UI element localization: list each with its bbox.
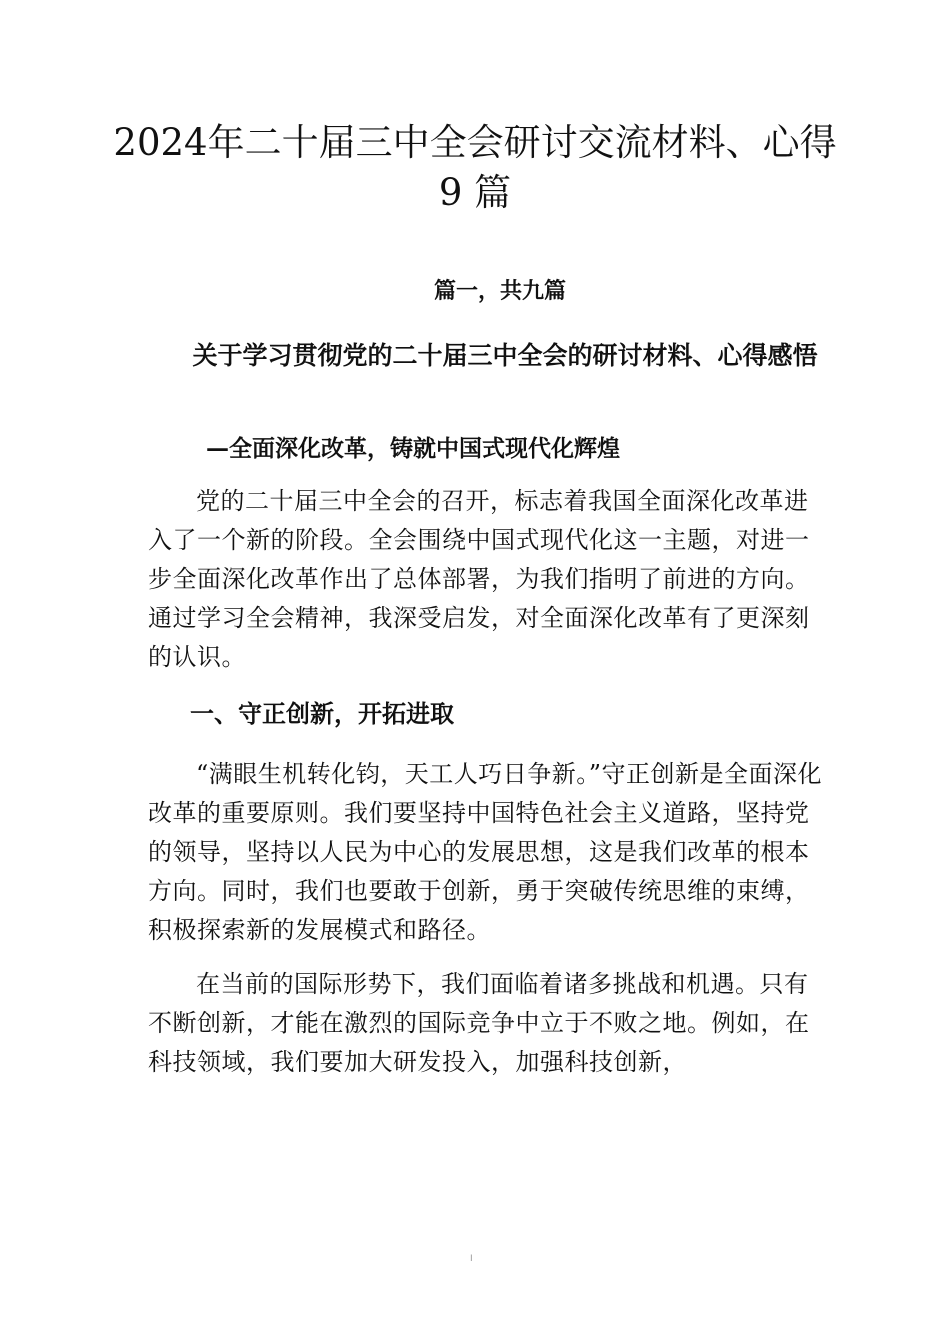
paragraph-international: 在当前的国际形势下，我们面临着诸多挑战和机遇。只有不断创新，才能在激烈的国际竞争中立于不败之地。例如，在科技领域，我们要加大研发投入，加强科技创新， bbox=[148, 970, 810, 1076]
paragraph-innovation: “满眼生机转化钧，天工人巧日争新。”守正创新是全面深化改革的重要原则。我们要坚持中国特色社会主义道路，坚持党的领导，坚持以人民为中心的发展思想，这是我们改革的根本方向。同时，我们也要敢于创新，勇于突破传统思维的束缚，积极探索新的发展模式和路径。 bbox=[148, 760, 823, 944]
document-title: 2024年二十届三中全会研讨交流材料、心得 9 篇 bbox=[113, 121, 837, 214]
section-label: 篇一，共九篇 bbox=[433, 279, 566, 304]
article-subtitle: —全面深化改革，铸就中国式现代化辉煌 bbox=[206, 435, 620, 462]
paragraph-intro: 党的二十届三中全会的召开，标志着我国全面深化改革进入了一个新的阶段。全会围绕中国式现代化这一主题，对进一步全面深化改革作出了总体部署，为我们指明了前进的方向。通过学习全会精神，我深受启发，对全面深化改革有了更深刻的认识。 bbox=[148, 487, 810, 671]
page-number: I bbox=[470, 1254, 473, 1264]
section-heading-1: 一、守正创新，开拓进取 bbox=[190, 700, 454, 728]
article-title: 关于学习贯彻党的二十届三中全会的研讨材料、心得感悟 bbox=[192, 341, 818, 370]
